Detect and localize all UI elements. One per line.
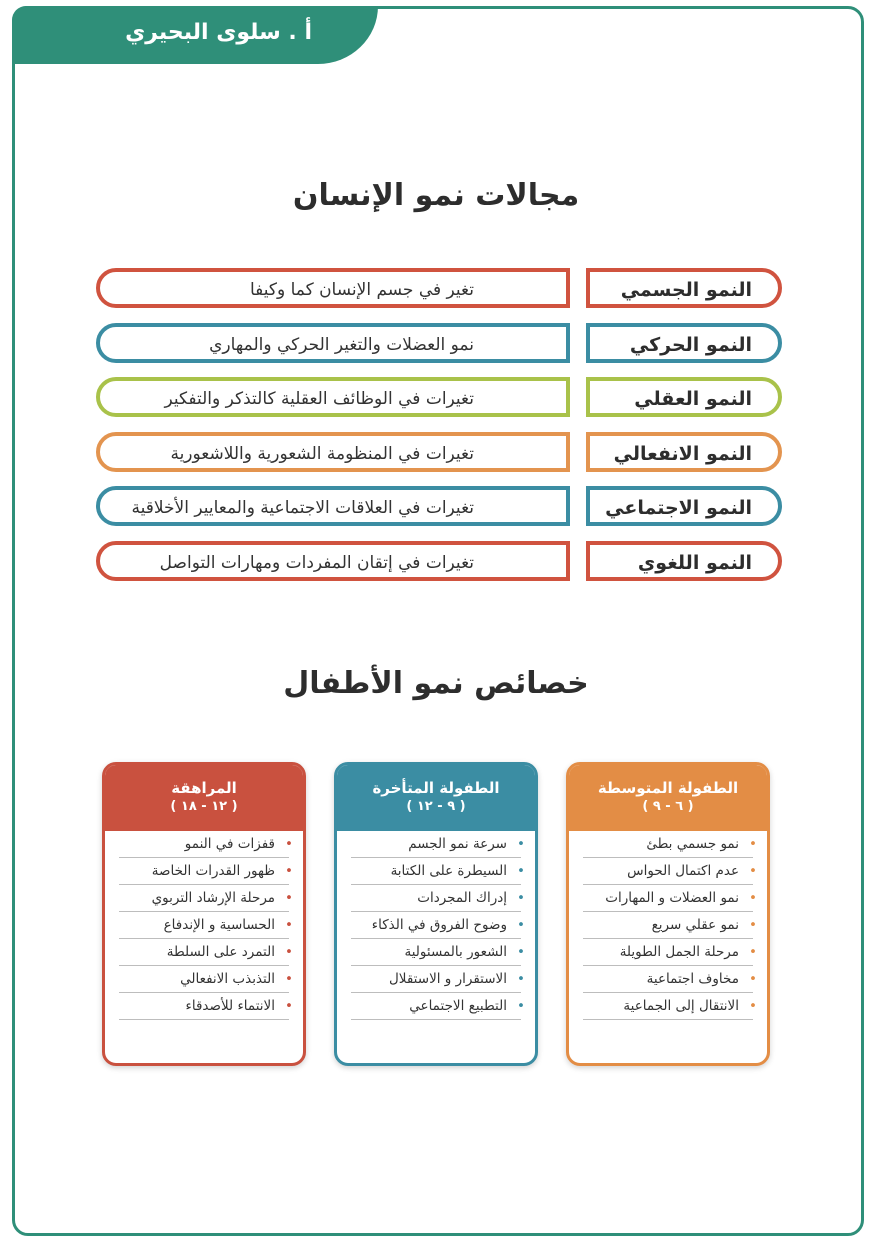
list-item: • التذبذب الانفعالي — [119, 966, 289, 993]
stage-traits-list — [569, 831, 767, 1020]
domain-name-box — [586, 323, 782, 363]
stage-traits-list — [105, 831, 303, 1020]
list-item: • الاستقرار و الاستقلال — [351, 966, 521, 993]
domain-description: تغيرات في المنظومة الشعورية واللاشعورية — [170, 443, 474, 464]
domain-name-box — [586, 486, 782, 526]
list-item: • نمو العضلات و المهارات — [583, 885, 753, 912]
domain-name-box — [586, 268, 782, 308]
domain-row — [96, 486, 782, 530]
domain-description-box — [96, 486, 570, 526]
list-item: • عدم اكتمال الحواس — [583, 858, 753, 885]
stage-age-range: ( ٩ - ١٢ ) — [406, 799, 466, 814]
stage-title: الطفولة المتأخرة — [372, 779, 500, 797]
domain-description-box — [96, 323, 570, 363]
domain-name: النمو الحركي — [629, 333, 752, 356]
domain-name-box — [586, 377, 782, 417]
list-item: • التمرد على السلطة — [119, 939, 289, 966]
list-item: • مخاوف اجتماعية — [583, 966, 753, 993]
stage-card-header — [105, 765, 303, 831]
domain-row — [96, 377, 782, 421]
domain-description: تغيرات في العلاقات الاجتماعية والمعايير الأخلاقية — [131, 498, 474, 518]
author-tab — [12, 6, 378, 64]
stage-age-range: ( ٦ - ٩ ) — [642, 799, 694, 814]
stage-card-header — [337, 765, 535, 831]
list-item: • التطبيع الاجتماعي — [351, 993, 521, 1020]
list-item: • قفزات في النمو — [119, 831, 289, 858]
list-item: • وضوح الفروق في الذكاء — [351, 912, 521, 939]
domain-name-box — [586, 432, 782, 472]
domain-name-box — [586, 541, 782, 581]
domain-description-box — [96, 432, 570, 472]
domain-description: تغير في جسم الإنسان كما وكيفا — [249, 280, 474, 300]
list-item: • إدراك المجردات — [351, 885, 521, 912]
list-item: • الانتماء للأصدقاء — [119, 993, 289, 1020]
domain-name: النمو الاجتماعي — [605, 497, 752, 519]
list-item: • نمو جسمي بطئ — [583, 831, 753, 858]
domain-description-box — [96, 268, 570, 308]
domain-name: النمو الانفعالي — [613, 442, 752, 465]
stage-card-middle-childhood — [566, 762, 770, 1066]
stage-card-adolescence — [102, 762, 306, 1066]
list-item: • الحساسية و الإندفاع — [119, 912, 289, 939]
stage-traits-list — [337, 831, 535, 1020]
list-item: • مرحلة الإرشاد التربوي — [119, 885, 289, 912]
stage-title: المراهقة — [171, 779, 237, 797]
list-item: • سرعة نمو الجسم — [351, 831, 521, 858]
domain-name: النمو اللغوي — [637, 551, 752, 574]
domain-name: النمو العقلي — [634, 388, 752, 410]
list-item: • نمو عقلي سريع — [583, 912, 753, 939]
stage-age-range: ( ١٢ - ١٨ ) — [170, 799, 238, 814]
domain-row — [96, 268, 782, 312]
stage-title: الطفولة المتوسطة — [597, 779, 739, 797]
list-item: • مرحلة الجمل الطويلة — [583, 939, 753, 966]
section-title-stages: خصائص نمو الأطفال — [283, 666, 589, 701]
domain-description: نمو العضلات والتغير الحركي والمهاري — [209, 334, 474, 355]
list-item: • الشعور بالمسئولية — [351, 939, 521, 966]
domain-row — [96, 323, 782, 367]
domain-description: تغيرات في إتقان المفردات ومهارات التواصل — [159, 552, 474, 573]
domain-name: النمو الجسمي — [620, 279, 752, 301]
stage-card-late-childhood — [334, 762, 538, 1066]
list-item: • ظهور القدرات الخاصة — [119, 858, 289, 885]
author-name: أ . سلوى البحيري — [125, 20, 312, 45]
list-item: • السيطرة على الكتابة — [351, 858, 521, 885]
domain-description: تغيرات في الوظائف العقلية كالتذكر والتفكير — [164, 389, 474, 409]
domain-description-box — [96, 541, 570, 581]
domain-row — [96, 541, 782, 585]
list-item: • الانتقال إلى الجماعية — [583, 993, 753, 1020]
stage-card-header — [569, 765, 767, 831]
domain-description-box — [96, 377, 570, 417]
domain-row — [96, 432, 782, 476]
section-title-domains: مجالات نمو الإنسان — [292, 178, 580, 213]
